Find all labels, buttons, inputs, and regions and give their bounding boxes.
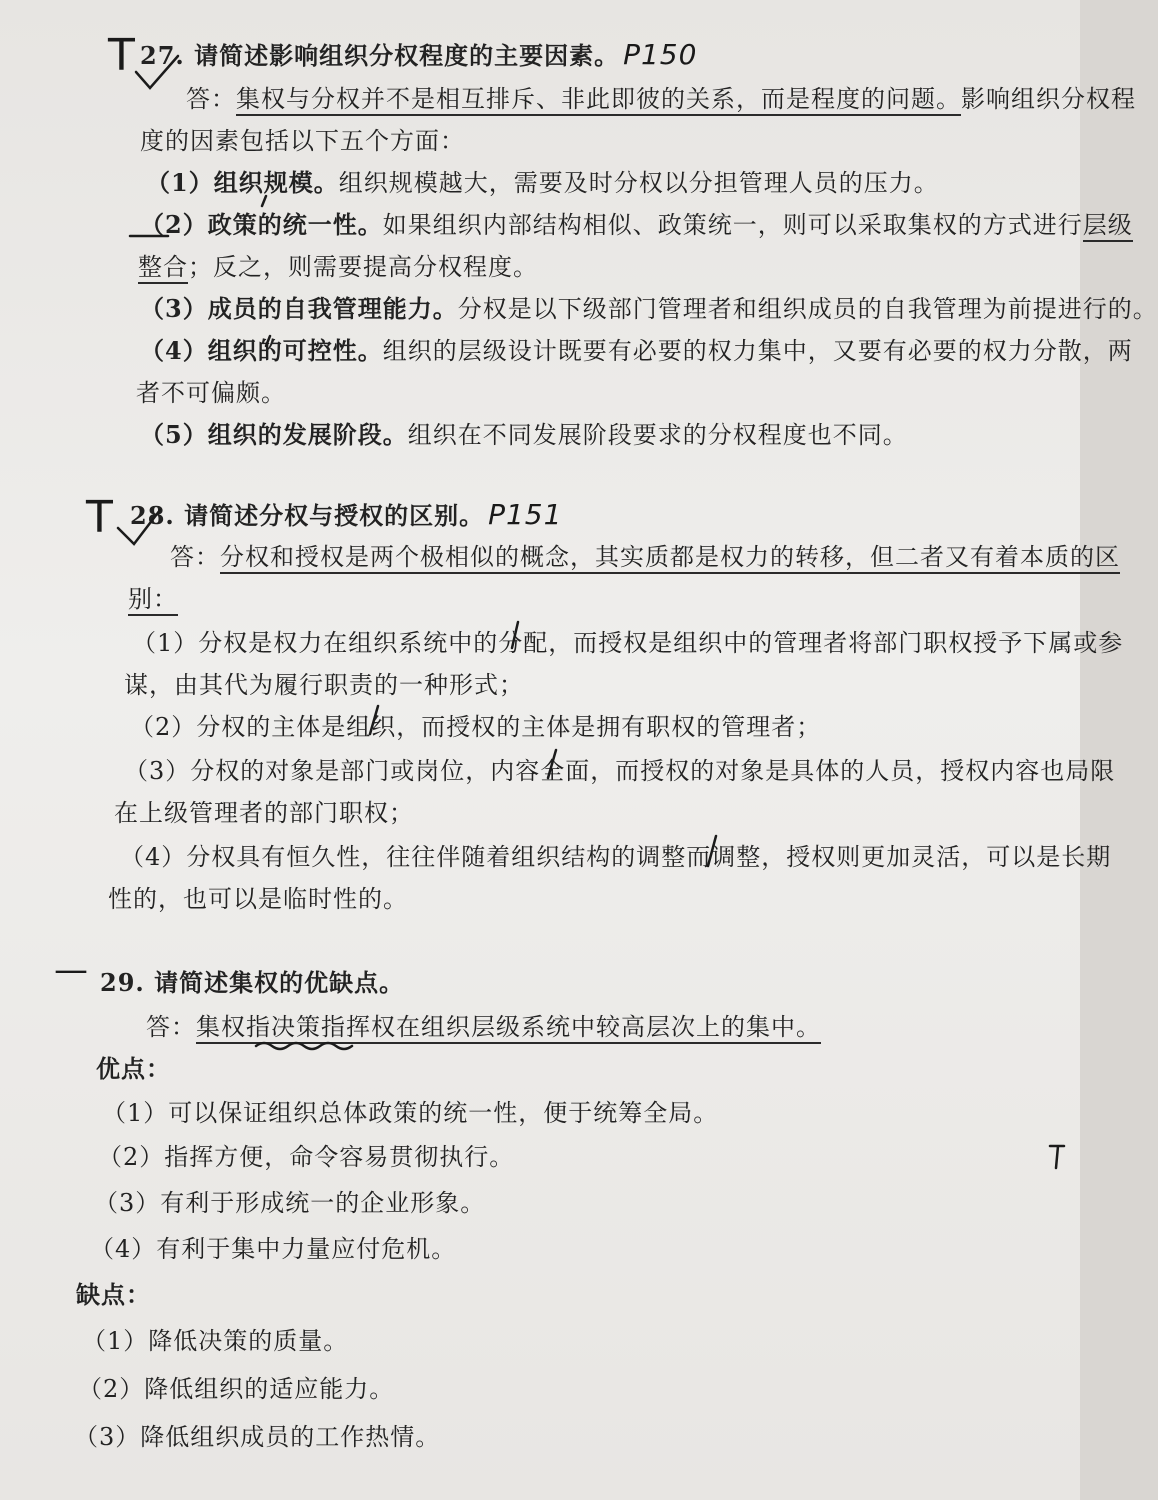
margin-t-mark: [1050, 1146, 1064, 1168]
question-28-title: 28. 请简述分权与授权的区别。 P151: [130, 498, 563, 531]
cons-label: 缺点：: [76, 1280, 151, 1309]
q27-item-3: （3）成员的自我管理能力。分权是以下级部门管理者和组织成员的自我管理为前提进行的。: [140, 294, 1158, 323]
q28-answer-line1: 答：分权和授权是两个极相似的概念，其实质都是权力的转移，但二者又有着本质的区: [170, 542, 1120, 572]
pros-item-1: （1）可以保证组织总体政策的统一性，便于统筹全局。: [102, 1099, 719, 1127]
q28-item-3: （3）分权的对象是部门或岗位，内容全面，而授权的对象是具体的人员，授权内容也局限: [124, 757, 1116, 785]
cons-item-2: （2）降低组织的适应能力。: [78, 1375, 395, 1403]
q28-item-4-cont: 性的，也可以是临时性的。: [108, 885, 408, 913]
page-ref-p150: P150: [623, 38, 698, 71]
q27-item-4-cont: 者不可偏颇。: [136, 379, 286, 407]
page-ref-p151: P151: [488, 498, 563, 531]
q28-item-1: （1）分权是权力在组织系统中的分配，而授权是组织中的管理者将部门职权授予下属或参: [132, 629, 1124, 657]
q27-item-4: （4）组织的可控性。组织的层级设计既要有必要的权力集中，又要有必要的权力分散，两: [140, 336, 1133, 365]
q27-item-1: （1）组织规模。组织规模越大，需要及时分权以分担管理人员的压力。: [146, 168, 939, 197]
handwritten-dash-mark: —: [54, 950, 88, 990]
handwritten-t-mark: T: [108, 30, 135, 81]
q28-item-4: （4）分权具有恒久性，往往伴随着组织结构的调整而调整，授权则更加灵活，可以是长期: [120, 843, 1112, 871]
q27-item-2-cont: 整合；反之，则需要提高分权程度。: [138, 252, 538, 282]
q27-answer-line2: 度的因素包括以下五个方面：: [140, 127, 465, 155]
q29-answer: 答：集权指决策指挥权在组织层级系统中较高层次上的集中。: [146, 1012, 821, 1042]
cons-item-1: （1）降低决策的质量。: [82, 1327, 349, 1355]
q28-item-3-cont: 在上级管理者的部门职权；: [114, 799, 414, 827]
q28-item-2: （2）分权的主体是组织，而授权的主体是拥有职权的管理者；: [130, 713, 822, 741]
pros-item-3: （3）有利于形成统一的企业形象。: [94, 1189, 486, 1217]
question-27-title: 27. 请简述影响组织分权程度的主要因素。 P150: [140, 38, 698, 71]
pros-label: 优点：: [96, 1054, 171, 1083]
question-29-title: 29. 请简述集权的优缺点。: [100, 968, 405, 997]
pros-item-2: （2）指挥方便，命令容易贯彻执行。: [98, 1143, 515, 1171]
q27-item-2: （2）政策的统一性。如果组织内部结构相似、政策统一，则可以采取集权的方式进行层级: [140, 210, 1133, 240]
q28-item-1-cont: 谋，由其代为履行职责的一种形式；: [124, 671, 524, 699]
pros-item-4: （4）有利于集中力量应付危机。: [90, 1235, 457, 1263]
handwritten-t-mark: T: [86, 492, 113, 543]
cons-item-3: （3）降低组织成员的工作热情。: [74, 1423, 441, 1451]
q27-item-5: （5）组织的发展阶段。组织在不同发展阶段要求的分权程度也不同。: [140, 420, 908, 449]
q27-answer-line1: 答：集权与分权并不是相互排斥、非此即彼的关系，而是程度的问题。影响组织分权程: [186, 84, 1136, 114]
q28-answer-line2: 别：: [128, 584, 178, 614]
